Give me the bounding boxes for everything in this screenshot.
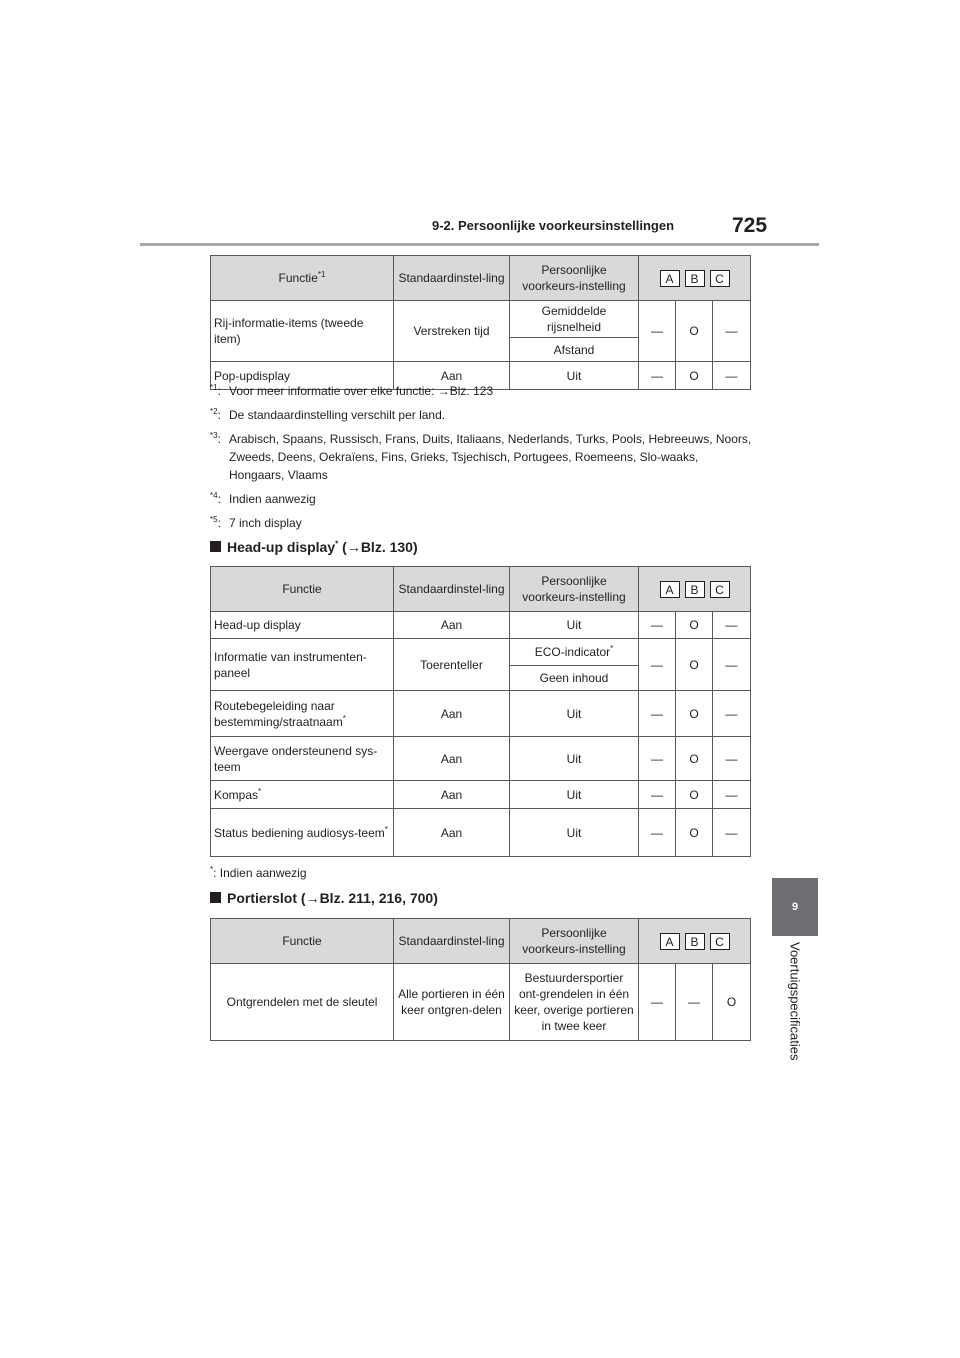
- table-row: [211, 781, 751, 809]
- footnote: $^{*3}$: Arabisch, Spaans, Russisch, Frans, Duits, Italiaans, Nederlands, Turks, Pools, Hebreeuws, Noors, Zweeds, Deens, Oekraïens, Fins, Grieks, Tsjechisch, Portugees, Roemeens, Slo-waaks, Hongaars, Vlaams: [210, 431, 752, 482]
- cell-function: Informatie van instrumenten-paneel: [211, 639, 394, 691]
- cell-b: —: [676, 964, 713, 1041]
- cell-default: Verstreken tijd: [394, 301, 510, 362]
- footnotes: [210, 382, 755, 538]
- cell-b: O: [676, 301, 713, 362]
- table-row: [211, 691, 751, 737]
- cell-function: Head-up display: [211, 612, 394, 639]
- cell-default: Aan: [394, 612, 510, 639]
- column-c-box: C: [710, 270, 730, 287]
- chapter-title: Voertuigspecificaties: [787, 942, 803, 1061]
- cell-b: O: [676, 809, 713, 857]
- column-b-box: B: [685, 933, 705, 950]
- header-custom: Persoonlijke voorkeurs-instelling: [510, 256, 639, 301]
- cell-custom: Uit: [510, 691, 639, 737]
- cell-default: Alle portieren in één keer ontgren-delen: [394, 964, 510, 1041]
- cell-c: —: [713, 691, 751, 737]
- section-heading-hud: Head-up display* (→Blz. 130): [210, 539, 418, 555]
- square-bullet-icon: [210, 541, 221, 552]
- table-row: [211, 809, 751, 857]
- cell-c: —: [713, 301, 751, 362]
- cell-default: Aan: [394, 781, 510, 809]
- header-custom: Persoonlijke voorkeurs-instelling: [510, 919, 639, 964]
- settings-table-door-lock: [210, 918, 751, 1041]
- cell-a: —: [639, 691, 676, 737]
- cell-a: —: [639, 362, 676, 390]
- cell-function: Weergave ondersteunend sys-teem: [211, 737, 394, 781]
- column-b-box: B: [685, 270, 705, 287]
- header-default: Standaardinstel-ling: [394, 567, 510, 612]
- cell-b: O: [676, 781, 713, 809]
- page-number: 725: [732, 214, 768, 237]
- cell-b: O: [676, 362, 713, 390]
- hud-footnote: *: Indien aanwezig: [210, 865, 307, 880]
- header-function: Functie: [211, 567, 394, 612]
- cell-custom: Bestuurdersportier ont-grendelen in één keer, overige portieren in twee keer: [510, 964, 639, 1041]
- header-function: Functie$^{*1}$: [211, 256, 394, 301]
- table-row: [211, 737, 751, 781]
- chapter-tab: [772, 878, 818, 936]
- footnote: $^{*5}$: 7 inch display: [210, 515, 302, 530]
- cell-default: Aan: [394, 362, 510, 390]
- cell-c: —: [713, 612, 751, 639]
- cell-b: O: [676, 639, 713, 691]
- cell-b: O: [676, 737, 713, 781]
- cell-function: Pop-updisplay: [211, 362, 394, 390]
- cell-custom: Gemiddelde rijsnelheid: [510, 301, 639, 338]
- cell-custom: Geen inhoud: [510, 666, 639, 691]
- table-header-row: [211, 256, 751, 301]
- chapter-number: 9: [791, 901, 799, 913]
- column-a-box: A: [660, 270, 680, 287]
- footnote: $^{*4}$: Indien aanwezig: [210, 491, 316, 506]
- cell-custom: Uit: [510, 809, 639, 857]
- cell-a: —: [639, 964, 676, 1041]
- header-abc: [639, 567, 751, 612]
- table-header-row: [211, 919, 751, 964]
- column-a-box: A: [660, 581, 680, 598]
- cell-default: Aan: [394, 809, 510, 857]
- cell-c: —: [713, 639, 751, 691]
- footnote: $^{*2}$: De standaardinstelling verschilt per land.: [210, 407, 446, 422]
- cell-a: —: [639, 737, 676, 781]
- footnote: $^{*1}$: Voor meer informatie over elke functie: →Blz. 123: [210, 383, 494, 398]
- table-row: [211, 612, 751, 639]
- cell-c: —: [713, 737, 751, 781]
- cell-custom: Uit: [510, 737, 639, 781]
- cell-function: Ontgrendelen met de sleutel: [211, 964, 394, 1041]
- cell-custom: Uit: [510, 612, 639, 639]
- cell-function: Status bediening audiosys-teem*: [211, 809, 394, 857]
- settings-table-hud: [210, 566, 751, 857]
- cell-function: Kompas*: [211, 781, 394, 809]
- header-custom: Persoonlijke voorkeurs-instelling: [510, 567, 639, 612]
- header-function: Functie: [211, 919, 394, 964]
- cell-a: —: [639, 781, 676, 809]
- square-bullet-icon: [210, 892, 221, 903]
- cell-custom: Uit: [510, 781, 639, 809]
- header-abc: [639, 919, 751, 964]
- column-c-box: C: [710, 933, 730, 950]
- section-title: 9-2. Persoonlijke voorkeursinstellingen: [432, 218, 675, 233]
- table-row: [211, 964, 751, 1041]
- settings-table-info: [210, 255, 751, 390]
- table-row: [211, 301, 751, 338]
- cell-c: —: [713, 781, 751, 809]
- table-header-row: [211, 567, 751, 612]
- column-a-box: A: [660, 933, 680, 950]
- cell-custom: Afstand: [510, 338, 639, 362]
- cell-c: O: [713, 964, 751, 1041]
- cell-function: Routebegeleiding naar bestemming/straatnaam*: [211, 691, 394, 737]
- cell-b: O: [676, 612, 713, 639]
- table-row: [211, 639, 751, 666]
- section-heading-door-lock: Portierslot (→Blz. 211, 216, 700): [210, 890, 438, 906]
- cell-c: —: [713, 362, 751, 390]
- cell-c: —: [713, 809, 751, 857]
- cell-a: —: [639, 639, 676, 691]
- cell-function: Rij-informatie-items (tweede item): [211, 301, 394, 362]
- cell-a: —: [639, 612, 676, 639]
- cell-custom: ECO-indicator*: [510, 639, 639, 666]
- header-rule: [140, 243, 819, 246]
- cell-default: Aan: [394, 691, 510, 737]
- column-c-box: C: [710, 581, 730, 598]
- column-b-box: B: [685, 581, 705, 598]
- cell-default: Aan: [394, 737, 510, 781]
- header-default: Standaardinstel-ling: [394, 256, 510, 301]
- cell-b: O: [676, 691, 713, 737]
- cell-custom: Uit: [510, 362, 639, 390]
- header-default: Standaardinstel-ling: [394, 919, 510, 964]
- cell-a: —: [639, 301, 676, 362]
- cell-a: —: [639, 809, 676, 857]
- cell-default: Toerenteller: [394, 639, 510, 691]
- header-abc: [639, 256, 751, 301]
